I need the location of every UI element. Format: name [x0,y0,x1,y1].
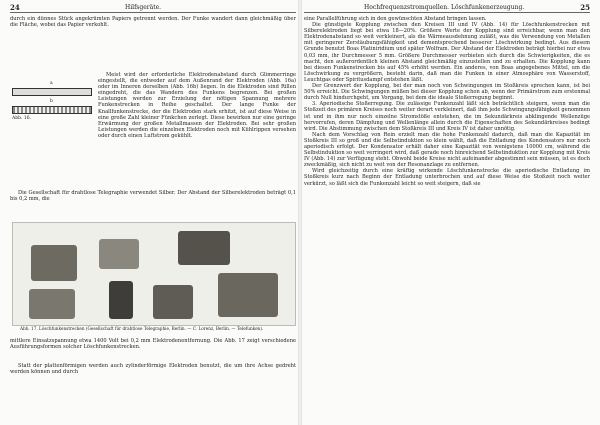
right-page [304,0,590,425]
left-paragraph-1: durch ein dünnes Stück angekrümten Papiers getrennt werden. Der Funke wandert dann gleichmäßig über die Fläche, wobei das Papier verkohlt. [10,16,296,29]
left-header-rule [10,12,296,13]
left-page-number: 24 [10,3,20,12]
right-paragraph-3: Der Grenzwert der Kopplung, bei der man noch von Schwingungen im Stoßkreis sprechen kann, ist bei 50% erreicht. Die Schwingungen müßen bei dieser Kopplung schon ab, wenn der Primärstrom zum erstenmal durch Null hindurchgeht, um Vorgang, bei dem die ideale Stoßerregung beginnt. [304,83,590,102]
left-paragraph-3: Die Gesellschaft für drahtlose Telegraphie verwendet Silber. Der Abstand der Silberelektroden beträgt 0,1 bis 0,2 mm, die [10,190,296,203]
right-header-rule [304,12,590,13]
spark-gap-unit-7 [218,273,278,317]
electrode-drawing-b [12,106,92,114]
fig16-label-b: b [50,99,53,104]
fig17-caption: Abb. 17. Löschfunkenstrecken (Gesellschaft für drahtlose Telegraphie, Berlin. — C. Lorenz, Berlin. — Telefunken). [20,326,264,331]
spark-gap-unit-3 [178,231,230,265]
book-gutter [298,0,302,425]
left-paragraph-5: Statt der plattenförmigen werden auch zylinderförmige Elektroden benutzt, die um ihre Achse gedreht werden können und durch [10,363,296,376]
figure-17-photo [12,222,296,326]
right-text-column [304,16,590,187]
right-paragraph-6: Wird gleichzeitig durch eine kräftig wirkende Löschfunkenstrecke die aperiodische Entladung im Stoßkreis kurz nach Beginn der Entladung unterbrochen und auf diese Weise die Stoßzeit noch weiter verkürzt, so läßt sich die Funkenzahl leicht so weit steigern, daß sie [304,168,590,187]
right-page-number: 25 [580,3,590,12]
right-paragraph-4: 3. Aperiodische Stoßerregung. Die zulässige Funkenzahl läßt sich beträchtlich steigern, wenn man die Stoßzeit des primären Kreises noch weiter derart verkleinert, daß ihm jede Schwingungsfähigkeit genommen ist und in ihm nur noch einzelne Stromstöße entstehen, die im Sekundärkreis abklingende Wellenzüge hervorrufen, deren Dämpfung und Wellenlänge allein durch die Eigenschaften des Sekundärkreises bedingt wird. Die Abstimmung zwischen dem Stoßkreis III und Kreis IV ist daher unnötig. [304,101,590,132]
left-paragraph-4: mittlere Einsatzspannung etwa 1400 Volt bei 0,2 mm Elektrodenentfernung. Die Abb. 17 zeigt verschiedene Ausführungsformen solcher Löschfunkenstrecken. [10,338,296,351]
right-paragraph-1: eine Parallelführung sich in den gewünschten Abstand bringen lassen. [304,16,487,22]
right-paragraph-5: Nach dem Vorschlag von Rein erzielt man die hohe Funkenzahl dadurch, daß man die Kapazität im Stoßkreis III so groß und die Selbstinduktion so klein wählt, daß die Entladung des Kondensators nur noch aperiodisch erfolgt. Der Kondensator erhält daher eine Kapazität von wenigstens 10000 cm, während die Selbstinduktion so weit verringert wird, daß gerade noch hinreichend Selbstinduktion zur Kopplung mit Kreis IV (Abb. 14) zur Verfügung steht. Obwohl beide Kreise nicht aufeinander abgestimmt sein müssen, ist es doch zweckmäßig, sich nicht zu weit von der Resonanzlage zu entfernen. [304,131,590,169]
fig16-label-a: a [50,81,53,86]
spark-gap-unit-6 [153,285,193,319]
fig16-caption: Abb. 16. [12,116,32,121]
left-running-head: Hilfsgeräte. [125,4,162,11]
electrode-drawing-a [12,88,92,96]
left-paragraph-2: Meist wird der erforderliche Elektrodenabstand durch Glimmerringe eingestellt, die entweder auf dem Außenrand der Elektroden (Abb. 16a) oder im Inneren derselben (Abb. 16b) liegen. In die Elektroden sind Rillen eingedreht, die das Wandern des Funkens begrenzen. Bei großen Leistungen werden zur Erzielung der nötigen Spannung mehrere Funkenstrecken in Reihe geschaltet. Der lange Funke der Knallfunkenstrecke, der die Elektroden stark erhitzt, ist auf diese Weise in eine große Zahl kleiner Fünkchen zerlegt. Diese bewirken nur eine geringe Erwärmung der großen Metallmassen der Elektroden. Bei sehr großen Leistungen werden die einzelnen Elektroden noch mit Kühlrippen versehen oder durch einen Luftstrom gekühlt. [98,72,296,139]
spark-gap-unit-4 [29,289,75,319]
spark-gap-unit-2 [99,239,139,269]
right-running-head: Hochfrequenzstromquellen. Löschfunkenerzeugung. [364,4,525,11]
spark-gap-unit-5 [109,281,133,319]
spark-gap-unit-1 [31,245,77,281]
left-page [10,0,296,425]
right-paragraph-2: Die günstigste Kopplung zwischen den Kreisen III und IV (Abb. 14) für Löschfunkenstrecken mit Silberelektroden liegt bei etwa 18—20%. Größere Werte der Kopplung sind erreichbar, wenn man den Elektrodenabstand so weit verkleinert, als die Wärmeausdehnung zuläßt, was die Verwendung von Metallen mit geringerer Zerstäubungsfähigkeit und dementsprechend besserer Löschwirkung bedingt. Aus diesem Grunde benutzt Boas Platiniridium und später Wolfram. Der Abstand der Elektroden beträgt hierbei nur etwa 0,03 mm, ihr Durchmesser 5 mm. Größere Durchmesser verbieten sich durch die Schwierigkeiten, die es macht, den außerordentlich kleinen Abstand gleichmäßig einzustellen und zu erhalten. Die Kopplung kann bei diesen Funkenstrecken bis auf 45% erhöht werden. Ein anderes, von Boas angegebenes Mittel, um die Löschwirkung zu vergrößern, besteht darin, daß man die Funken in einer Atmosphäre von Wasserstoff, Leuchtgas oder Spiritusdampf entstehen läßt. [304,22,590,83]
figure-16 [12,80,92,120]
